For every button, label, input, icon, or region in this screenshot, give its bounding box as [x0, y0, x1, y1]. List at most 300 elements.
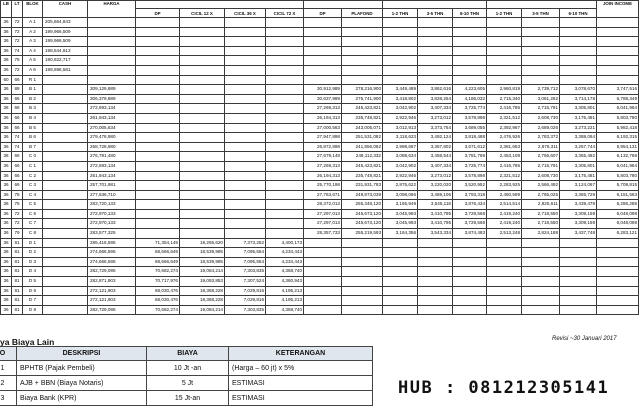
cell-lt: 81 — [12, 238, 23, 248]
cell-lb: 36 — [1, 46, 12, 56]
cell-3-5-thn: 3,410,795 — [418, 219, 453, 229]
cell-blok: A 1 — [23, 18, 43, 28]
cell-1-2-thn: 3,165,949 — [383, 200, 418, 210]
cell-kpr-dp — [304, 267, 342, 277]
cell-cicil-36: 7,029,816 — [225, 296, 266, 306]
cell-plafond — [342, 37, 383, 47]
cost-header-row — [0, 347, 373, 361]
cell-cicil-36 — [225, 142, 266, 152]
cell-join-income: 6,283,121 — [597, 229, 639, 239]
cell-cash — [43, 75, 88, 85]
cell-plafond: 251,531,082 — [342, 133, 383, 143]
cell-cash — [43, 229, 88, 239]
cell-cicil-36 — [225, 171, 266, 181]
cell-3-5-thn-b: 2,783,372 — [522, 133, 560, 143]
cell-join-income — [597, 305, 639, 315]
cell-cicil-36 — [225, 37, 266, 47]
cell-plafond: 278,216,900 — [342, 85, 383, 95]
cell-cicil-36 — [225, 104, 266, 114]
cell-lb: 36 — [1, 248, 12, 258]
cell-3-5-thn: 3,407,334 — [418, 104, 453, 114]
cell-1-2-thn — [383, 27, 418, 37]
cell-cicil-72 — [266, 123, 304, 133]
cell-lb: 36 — [1, 27, 12, 37]
cell-plafond: 255,219,593 — [342, 229, 383, 239]
table-row — [1, 229, 639, 239]
cell-blok: C 6 — [23, 209, 43, 219]
cell-kpr-dp — [304, 27, 342, 37]
cell-join-income: 6,041,964 — [597, 104, 639, 114]
cost-row — [0, 376, 373, 391]
cell-cash — [43, 305, 88, 315]
table-row — [1, 142, 639, 152]
cell-1-2-thn-b: 2,513,248 — [487, 229, 522, 239]
cell-join-income — [597, 267, 639, 277]
cell-cicil-12 — [180, 200, 225, 210]
cell-harga: 261,943,134 — [88, 113, 136, 123]
cell-cicil-36: 7,095,554 — [225, 257, 266, 267]
revision-note: Revisi ~30 Januari 2017 — [552, 336, 617, 342]
cell-6-10-thn — [453, 56, 487, 66]
cell-plafond — [342, 75, 383, 85]
cell-1-2-thn — [383, 296, 418, 306]
cell-1-2-thn: 3,042,902 — [383, 104, 418, 114]
cell-3-5-thn-b: 2,739,712 — [522, 85, 560, 95]
cell-lt: 72 — [12, 37, 23, 47]
cell-cicil-12: 19,093,853 — [180, 277, 225, 287]
cell-lt: 74 — [12, 46, 23, 56]
cell-1-2-thn-b — [487, 296, 522, 306]
cell-3-5-thn: 3,492,124 — [418, 133, 453, 143]
cell-lb: 36 — [1, 133, 12, 143]
cell-6-10-thn-b: 3,437,748 — [560, 229, 597, 239]
cell-dp — [136, 181, 180, 191]
cell-cicil-12 — [180, 161, 225, 171]
cell-kpr-dp — [304, 46, 342, 56]
cell-plafond: 235,748,821 — [342, 171, 383, 181]
cell-kpr-dp — [304, 37, 342, 47]
cell-6-10-thn-b: 3,355,482 — [560, 152, 597, 162]
cell-1-2-thn-b: 2,321,512 — [487, 113, 522, 123]
cell-3-5-thn-b: 2,715,791 — [522, 161, 560, 171]
cell-blok: B 1 — [23, 85, 43, 95]
cell-cicil-36 — [225, 229, 266, 239]
cell-harga: 285,416,595 — [88, 238, 136, 248]
cell-lt: 66 — [12, 104, 23, 114]
cell-3-5-thn-b: 2,608,730 — [522, 113, 560, 123]
cell-6-10-thn: 3,578,898 — [453, 113, 487, 123]
cell-harga: 272,121,903 — [88, 296, 136, 306]
cell-lt: 75 — [12, 56, 23, 66]
cell-blok: B 6 — [23, 133, 43, 143]
cell-lt: 81 — [12, 267, 23, 277]
cell-6-10-thn: 3,729,568 — [453, 209, 487, 219]
cell-cash — [43, 152, 88, 162]
cell-dp — [136, 171, 180, 181]
cell-dp — [136, 113, 180, 123]
cell-1-2-thn-b — [487, 75, 522, 85]
cell-1-2-thn-b: 2,419,240 — [487, 209, 522, 219]
cell-cicil-72 — [266, 37, 304, 47]
cell-3-5-thn-b — [522, 257, 560, 267]
cell-6-10-thn-b: 3,309,159 — [560, 219, 597, 229]
cell-6-10-thn — [453, 277, 487, 287]
cell-cash: 199,696,581 — [43, 65, 88, 75]
cell-cicil-12 — [180, 18, 225, 28]
cell-join-income — [597, 37, 639, 47]
cell-kpr-dp — [304, 238, 342, 248]
cell-6-10-thn-b — [560, 46, 597, 56]
cell-3-5-thn-b: 2,824,188 — [522, 229, 560, 239]
cell-3-5-thn-b — [522, 65, 560, 75]
cell-6-10-thn — [453, 27, 487, 37]
cell-3-5-thn-b — [522, 46, 560, 56]
cell-6-10-thn-b — [560, 65, 597, 75]
cell-plafond — [342, 46, 383, 56]
cell-3-5-thn-b: 2,765,025 — [522, 190, 560, 200]
cell-6-10-thn-b — [560, 27, 597, 37]
cost-header-biaya: BIAYA — [147, 347, 229, 361]
cell-cash — [43, 219, 88, 229]
cost-note: ESTIMASI — [229, 391, 373, 406]
cell-6-10-thn: 3,578,898 — [453, 171, 487, 181]
cell-1-2-thn-b: 2,283,925 — [487, 181, 522, 191]
cell-3-5-thn-b — [522, 18, 560, 28]
header-1-2-thn: 1-2 THN — [383, 9, 418, 18]
cell-lt: 81 — [12, 286, 23, 296]
cell-3-5-thn-b — [522, 267, 560, 277]
cell-cicil-72 — [266, 85, 304, 95]
cell-dp — [136, 200, 180, 210]
cell-cicil-72 — [266, 113, 304, 123]
cell-3-5-thn — [418, 277, 453, 287]
cell-cash: 205,664,843 — [43, 18, 88, 28]
cell-blok: A 2 — [23, 27, 43, 37]
cell-kpr-dp — [304, 65, 342, 75]
cell-lb: 36 — [1, 142, 12, 152]
cell-6-10-thn: 3,729,568 — [453, 219, 487, 229]
header-cicil-72: CICIL 72 X — [266, 9, 304, 18]
cell-cicil-12 — [180, 209, 225, 219]
cell-cicil-72 — [266, 171, 304, 181]
cell-join-income: 6,132,768 — [597, 152, 639, 162]
cell-harga: 283,577,325 — [88, 229, 136, 239]
cell-join-income: 6,286,285 — [597, 200, 639, 210]
cell-plafond — [342, 65, 383, 75]
header-3-5-thn: 3-5 THN — [418, 9, 453, 18]
header-harga: HARGA — [88, 1, 136, 18]
cell-lb: 36 — [1, 229, 12, 239]
cell-harga: 279,478,980 — [88, 133, 136, 143]
cell-join-income — [597, 27, 639, 37]
cell-dp: 70,717,976 — [136, 277, 180, 287]
table-row — [1, 181, 639, 191]
cost-description: Biaya Bank (KPR) — [17, 391, 147, 406]
cell-lb: 36 — [1, 171, 12, 181]
table-row — [1, 46, 639, 56]
cell-6-10-thn: 3,793,318 — [453, 190, 487, 200]
cell-join-income: 6,788,349 — [597, 94, 639, 104]
cell-cicil-12 — [180, 75, 225, 85]
cell-cicil-12 — [180, 171, 225, 181]
cost-amount: 10 Jt -an — [147, 361, 229, 376]
cell-6-10-thn-b — [560, 267, 597, 277]
table-row — [1, 65, 639, 75]
cell-plafond: 249,873,039 — [342, 190, 383, 200]
cell-3-5-thn: 3,862,616 — [418, 85, 453, 95]
cell-1-2-thn: 3,418,802 — [383, 94, 418, 104]
cell-3-5-thn-b — [522, 37, 560, 47]
cell-1-2-thn: 3,098,066 — [383, 190, 418, 200]
table-row — [1, 56, 639, 66]
cell-3-5-thn: 3,828,254 — [418, 94, 453, 104]
cell-cicil-72: 4,234,443 — [266, 248, 304, 258]
cell-blok: A 6 — [23, 65, 43, 75]
cell-join-income — [597, 286, 639, 296]
cell-1-2-thn — [383, 305, 418, 315]
cell-cash — [43, 190, 88, 200]
cell-cicil-12 — [180, 133, 225, 143]
cost-row — [0, 361, 373, 376]
cell-join-income: 5,954,131 — [597, 142, 639, 152]
cell-kpr-dp — [304, 18, 342, 28]
cell-harga: 270,005,634 — [88, 123, 136, 133]
cell-blok: C 3 — [23, 181, 43, 191]
cell-cicil-72 — [266, 75, 304, 85]
cell-6-10-thn-b — [560, 286, 597, 296]
cell-cicil-12 — [180, 27, 225, 37]
cell-6-10-thn: 3,671,612 — [453, 142, 487, 152]
cell-1-2-thn-b: 2,715,340 — [487, 94, 522, 104]
cell-dp — [136, 18, 180, 28]
table-row — [1, 85, 639, 95]
cell-harga: 268,728,980 — [88, 142, 136, 152]
cell-cicil-36 — [225, 200, 266, 210]
cell-cicil-36: 7,095,554 — [225, 248, 266, 258]
cell-blok: B 7 — [23, 142, 43, 152]
cell-3-5-thn-b: 2,718,550 — [522, 219, 560, 229]
cell-dp: 68,030,476 — [136, 286, 180, 296]
cell-join-income: 5,803,780 — [597, 113, 639, 123]
cell-6-10-thn-b: 3,175,481 — [560, 113, 597, 123]
table-row — [1, 305, 639, 315]
cell-6-10-thn — [453, 248, 487, 258]
cell-lb: 36 — [1, 85, 12, 95]
cell-kpr-dp — [304, 277, 342, 287]
cell-cicil-36 — [225, 219, 266, 229]
cell-kpr-dp: 30,637,989 — [304, 94, 342, 104]
cost-no: 1 — [0, 361, 17, 376]
cell-blok: R 1 — [23, 75, 43, 85]
cell-lt: 75 — [12, 200, 23, 210]
cell-dp — [136, 94, 180, 104]
cell-blok: C 1 — [23, 161, 43, 171]
cell-6-10-thn-b: 3,714,178 — [560, 94, 597, 104]
cell-3-5-thn: 3,273,012 — [418, 113, 453, 123]
table-row — [1, 238, 639, 248]
cell-lb: 36 — [1, 305, 12, 315]
cell-kpr-dp: 27,269,313 — [304, 161, 342, 171]
cell-cicil-36 — [225, 46, 266, 56]
cell-6-10-thn-b: 3,124,067 — [560, 181, 597, 191]
cell-harga: 274,666,595 — [88, 257, 136, 267]
cell-6-10-thn-b: 3,305,801 — [560, 161, 597, 171]
header-lt: LT — [12, 1, 23, 18]
cell-join-income — [597, 238, 639, 248]
cell-cash — [43, 171, 88, 181]
cost-no: 3 — [0, 391, 17, 406]
cell-blok: D 5 — [23, 277, 43, 287]
cell-join-income: 6,192,315 — [597, 133, 639, 143]
header-plafond: PLAFOND — [342, 9, 383, 18]
cell-lb: 36 — [1, 181, 12, 191]
cell-lt: 72 — [12, 18, 23, 28]
cell-3-5-thn — [418, 65, 453, 75]
table-row — [1, 257, 639, 267]
cell-3-5-thn: 3,220,020 — [418, 181, 453, 191]
cell-kpr-dp — [304, 56, 342, 66]
table-row — [1, 94, 639, 104]
cell-join-income: 6,041,964 — [597, 161, 639, 171]
cell-harga: 282,871,903 — [88, 277, 136, 287]
cell-harga — [88, 27, 136, 37]
cell-1-2-thn — [383, 18, 418, 28]
cell-cicil-36: 7,303,835 — [225, 305, 266, 315]
cell-plafond: 241,856,082 — [342, 142, 383, 152]
cell-join-income: 5,982,418 — [597, 123, 639, 133]
cell-6-10-thn: 3,876,434 — [453, 200, 487, 210]
cell-harga: 272,121,903 — [88, 286, 136, 296]
cell-6-10-thn-b: 3,439,479 — [560, 200, 597, 210]
cell-cicil-12 — [180, 65, 225, 75]
cell-6-10-thn: 3,725,774 — [453, 161, 487, 171]
cell-lb: 36 — [1, 190, 12, 200]
cell-6-10-thn: 3,818,488 — [453, 133, 487, 143]
cell-3-5-thn — [418, 238, 453, 248]
cell-join-income: 6,048,098 — [597, 209, 639, 219]
cell-dp — [136, 133, 180, 143]
cell-cicil-36: 7,303,835 — [225, 267, 266, 277]
cell-dp — [136, 123, 180, 133]
header-join-income: JOIN INCOME — [597, 1, 639, 18]
table-row — [1, 37, 639, 47]
cell-cicil-36 — [225, 209, 266, 219]
cell-6-10-thn-b — [560, 296, 597, 306]
cell-join-income — [597, 46, 639, 56]
cell-join-income — [597, 257, 639, 267]
cell-cicil-72: 4,195,213 — [266, 286, 304, 296]
cell-dp — [136, 46, 180, 56]
cell-cicil-72 — [266, 46, 304, 56]
cell-cash — [43, 248, 88, 258]
cell-cash — [43, 181, 88, 191]
cell-6-10-thn-b: 3,273,221 — [560, 123, 597, 133]
cell-1-2-thn: 3,045,993 — [383, 219, 418, 229]
cell-join-income: 5,709,815 — [597, 181, 639, 191]
cell-lb: 36 — [1, 161, 12, 171]
cell-dp — [136, 152, 180, 162]
cell-3-5-thn: 3,545,118 — [418, 200, 453, 210]
cell-blok: D 3 — [23, 257, 43, 267]
header-3-5-thn-b: 3-5 THN — [522, 9, 560, 18]
header-blok: BLOK — [23, 1, 43, 18]
cell-lt: 75 — [12, 190, 23, 200]
cell-cicil-72: 4,400,173 — [266, 238, 304, 248]
header-lb: LB — [1, 1, 12, 18]
cell-join-income — [597, 248, 639, 258]
cell-1-2-thn-b: 2,416,785 — [487, 104, 522, 114]
cell-1-2-thn-b — [487, 305, 522, 315]
cell-cicil-36 — [225, 56, 266, 66]
header-6-10-thn-b: 6-10 THN — [560, 9, 597, 18]
cell-lt: 66 — [12, 181, 23, 191]
cell-lt: 66 — [12, 113, 23, 123]
cell-3-5-thn-b: 2,676,311 — [522, 142, 560, 152]
cell-harga: 282,729,095 — [88, 267, 136, 277]
cell-plafond — [342, 248, 383, 258]
cell-harga — [88, 46, 136, 56]
cell-3-5-thn: 3,458,544 — [418, 152, 453, 162]
cell-kpr-dp: 27,000,563 — [304, 123, 342, 133]
cell-dp — [136, 229, 180, 239]
cell-harga: 274,666,595 — [88, 248, 136, 258]
cell-cash: 199,966,509 — [43, 27, 88, 37]
cell-lt: 66 — [12, 152, 23, 162]
cell-cicil-36: 7,307,524 — [225, 277, 266, 287]
header-cicil-36: CICIL 36 X — [225, 9, 266, 18]
cell-blok: B 3 — [23, 104, 43, 114]
cell-6-10-thn-b — [560, 248, 597, 258]
cell-3-5-thn — [418, 257, 453, 267]
cell-cicil-72 — [266, 161, 304, 171]
cell-plafond: 275,741,900 — [342, 94, 383, 104]
cell-kpr-dp — [304, 248, 342, 258]
cell-cicil-12: 18,368,228 — [180, 296, 225, 306]
cell-1-2-thn — [383, 257, 418, 267]
cell-1-2-thn — [383, 75, 418, 85]
header-6-10-thn: 6-10 THN — [453, 9, 487, 18]
cell-cicil-36 — [225, 190, 266, 200]
cell-cicil-12 — [180, 85, 225, 95]
cell-6-10-thn-b — [560, 18, 597, 28]
cell-cicil-72 — [266, 104, 304, 114]
cell-kpr-dp: 27,297,013 — [304, 219, 342, 229]
cost-amount: 5 Jt — [147, 376, 229, 391]
cell-blok: A 5 — [23, 56, 43, 66]
cell-cicil-12: 18,539,995 — [180, 248, 225, 258]
cell-cicil-36 — [225, 133, 266, 143]
cell-6-10-thn: 4,223,605 — [453, 85, 487, 95]
cell-kpr-dp: 25,770,198 — [304, 181, 342, 191]
cell-cash — [43, 85, 88, 95]
cell-plafond — [342, 296, 383, 306]
cell-3-5-thn: 3,410,795 — [418, 209, 453, 219]
cell-6-10-thn — [453, 18, 487, 28]
cell-cicil-36: 7,029,816 — [225, 286, 266, 296]
cell-blok: D 1 — [23, 238, 43, 248]
cell-lt: 66 — [12, 75, 23, 85]
cell-lb: 36 — [1, 113, 12, 123]
cell-cicil-36: 7,373,262 — [225, 238, 266, 248]
cell-1-2-thn-b — [487, 37, 522, 47]
cell-lb: 60 — [1, 75, 12, 85]
cell-dp: 68,666,649 — [136, 248, 180, 258]
cell-lb: 36 — [1, 123, 12, 133]
cell-cash — [43, 286, 88, 296]
cell-join-income — [597, 65, 639, 75]
cell-join-income — [597, 296, 639, 306]
cell-blok: B 4 — [23, 113, 43, 123]
